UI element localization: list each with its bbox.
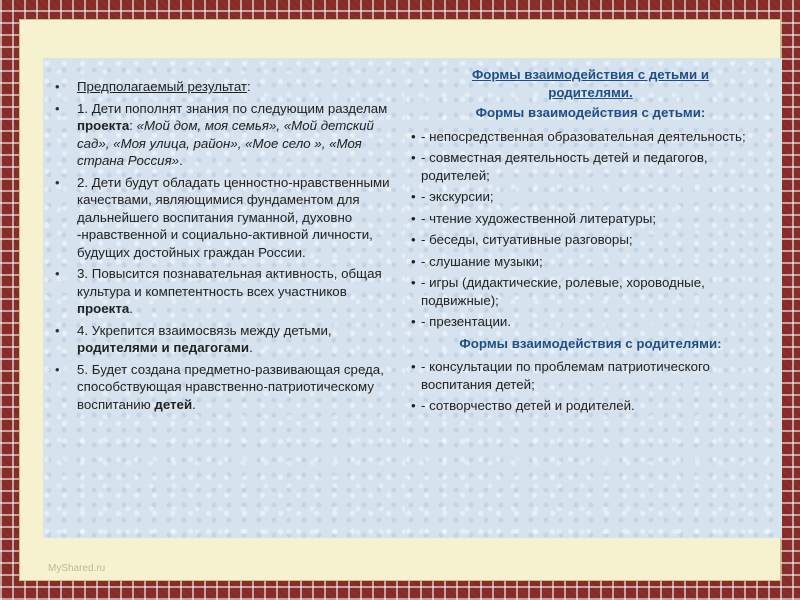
list-item: • - игры (дидактические, ролевые, хороводные, подвижные); bbox=[411, 275, 705, 308]
list-item: • - непосредственная образовательная деятельность; bbox=[411, 128, 746, 144]
children-forms-list bbox=[411, 128, 770, 331]
list-item: • - презентации. bbox=[411, 314, 512, 329]
list-item: • - чтение художественной литературы; bbox=[411, 210, 657, 226]
expected-results-heading: Предполагаемый результат bbox=[77, 79, 248, 94]
list-item: • - слушание музыки; bbox=[411, 253, 543, 269]
list-item: • - экскурсии; bbox=[411, 189, 494, 204]
watermark: MyShared.ru bbox=[48, 563, 106, 574]
list-item: • - сотворчество детей и родителей. bbox=[411, 398, 635, 413]
list-item: • - консультации по проблемам патриотического воспитания детей; bbox=[411, 359, 710, 392]
list-item-knowledge: • 1. Дети пополнят знания по следующим разделам проекта: «Мой дом, моя семья», «Мой детский сад», «Моя улица, район», «Мое село », «Моя страна Россия». bbox=[77, 100, 401, 170]
list-item-relationship: • 4. Укрепится взаимосвязь между детьми, родителями и педагогами. bbox=[77, 322, 401, 357]
list-item-heading: • Предполагаемый результат: bbox=[77, 78, 401, 96]
parents-forms-list bbox=[411, 358, 770, 415]
interaction-forms-panel bbox=[405, 58, 782, 538]
parents-forms-heading: Формы взаимодействия с родителями: bbox=[459, 335, 722, 351]
list-item: • - беседы, ситуативные разговоры; bbox=[411, 232, 633, 247]
list-item-activity: • 3. Повысится познавательная активность, общая культура и компетентность всех участников проекта. bbox=[77, 265, 401, 318]
list-item: • - совместная деятельность детей и педагогов, родителей; bbox=[411, 150, 708, 183]
list-item-environment: • 5. Будет создана предметно-развивающая среда, способствующая нравственно-патриотическому воспитанию детей. bbox=[77, 361, 401, 414]
expected-results-panel bbox=[43, 58, 413, 538]
expected-results-list bbox=[43, 58, 413, 413]
interaction-forms-title: Формы взаимодействия с детьми и родителями. bbox=[471, 67, 710, 100]
children-forms-heading: Формы взаимодействия с детьми: bbox=[475, 105, 706, 120]
slide-area bbox=[20, 20, 780, 580]
list-item-values: • 2. Дети будут обладать ценностно-нравственными качествами, являющимися фундаментом для дальнейшего воспитания гуманной, духовно -нравственной и социально-активной личности, будущих достойных граждан России. bbox=[77, 174, 401, 262]
